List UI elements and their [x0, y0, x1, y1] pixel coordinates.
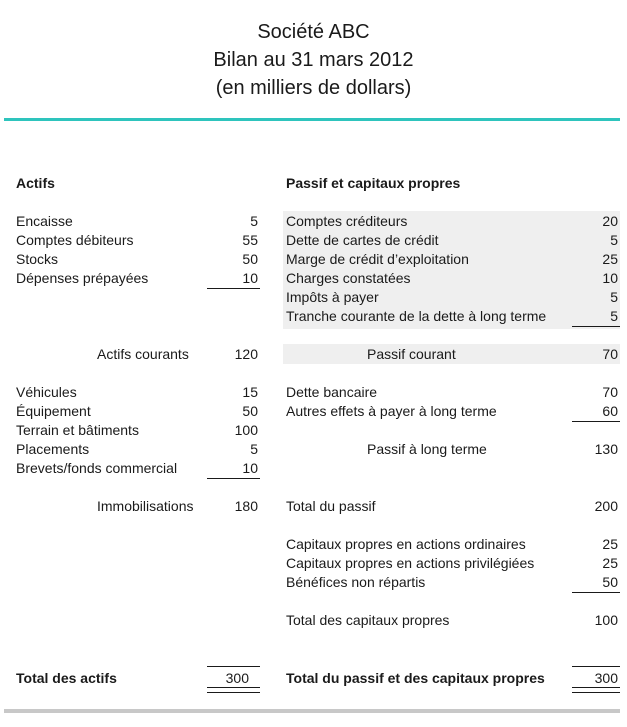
total-liabilities-value: 200 — [594, 498, 618, 514]
fixed-assets-total-label: Immobilisations — [97, 498, 194, 514]
company-name: Société ABC — [257, 21, 370, 43]
longterm-liabilities-total-label: Passif à long terme — [367, 441, 487, 457]
current-liabilities-total-value: 70 — [602, 346, 618, 362]
total-liabilities-equity-label: Total du passif et des capitaux propres — [286, 670, 545, 686]
units-note: (en milliers de dollars) — [215, 77, 412, 99]
statement-title: Bilan au 31 mars 2012 — [213, 49, 414, 71]
total-top-line — [572, 666, 620, 667]
total-assets-label: Total des actifs — [16, 670, 117, 686]
total-double-underline — [572, 687, 620, 693]
subtotal-underline — [572, 592, 620, 593]
header-divider — [4, 118, 620, 121]
total-liabilities-label: Total du passif — [286, 498, 376, 514]
liabilities-heading: Passif et capitaux propres — [286, 175, 461, 191]
total-top-line — [207, 666, 260, 667]
equity-total-value: 100 — [594, 612, 618, 628]
current-liabilities-total-label: Passif courant — [367, 346, 456, 362]
fixed-assets-total-value: 180 — [234, 498, 258, 514]
subtotal-underline — [207, 478, 260, 479]
subtotal-underline — [572, 421, 620, 422]
footer-divider — [4, 709, 620, 713]
current-assets-total-value: 120 — [234, 346, 258, 362]
assets-heading: Actifs — [16, 175, 55, 191]
subtotal-underline — [207, 288, 260, 289]
total-liabilities-equity-value: 300 — [594, 670, 618, 686]
total-assets-value: 300 — [225, 670, 249, 686]
longterm-liabilities-total-value: 130 — [594, 441, 618, 457]
subtotal-underline — [572, 326, 620, 327]
equity-total-label: Total des capitaux propres — [286, 612, 450, 628]
current-assets-total-label: Actifs courants — [97, 346, 189, 362]
total-double-underline — [207, 687, 260, 693]
